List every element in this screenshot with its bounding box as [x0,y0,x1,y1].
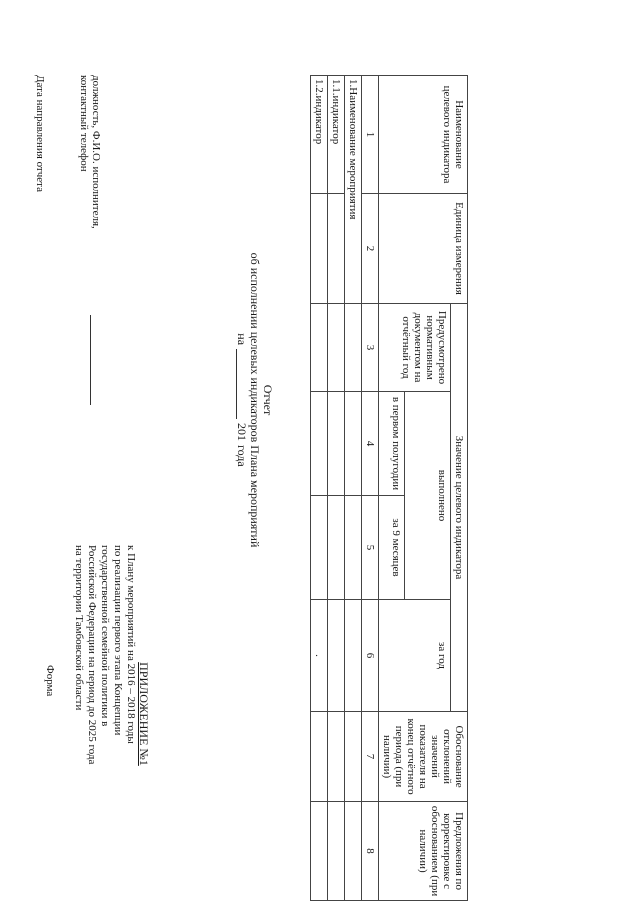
appendix-line: Российской Федерации на период до 2025 года [86,545,98,765]
section-row [345,76,362,901]
date-suffix: года [235,445,249,467]
header-nine-months: за 9 месяцев [379,496,406,600]
column-number: 1 [362,76,379,194]
appendix-line: к Плану мероприятий на 2016 – 2018 годы [125,545,137,744]
table-cell [311,712,328,802]
column-number: 6 [362,600,379,712]
header-planned: Предусмотрено нормативным документом на отчётный год [379,304,451,392]
report-title-block [235,230,274,570]
header-indicator-name: Наименование целевого индикатора [379,76,468,194]
row-label: 1.2.индикатор [311,76,328,194]
column-numbers-row [362,76,379,901]
column-number: 4 [362,392,379,496]
row-label: 1.1.индикатор [328,76,345,194]
header-proposals: Предложения по корректировке с обоснованием (при наличии) [379,802,468,901]
table-cell [345,392,362,496]
submission-date-label: Дата направления отчета [34,75,46,192]
appendix-header [43,545,150,883]
column-number: 7 [362,712,379,802]
table-row [328,76,345,901]
table-cell [311,802,328,901]
indicators-table [310,75,468,901]
signature-line2: контактный телефон [78,75,90,172]
table-cell [311,304,328,392]
column-number: 8 [362,802,379,901]
appendix-line: по реализации первого этапа Концепции [112,545,124,736]
table-cell [328,600,345,712]
column-number: 5 [362,496,379,600]
table-row [311,76,328,901]
column-number: 2 [362,194,379,304]
table-cell [345,600,362,712]
date-blank [236,349,248,419]
table-cell [328,194,345,304]
report-date-line [235,230,248,570]
table-cell [328,712,345,802]
table-cell [311,194,328,304]
section-label: 1.Наименование мероприятия [345,76,362,304]
signature-block [77,75,102,405]
table-cell [345,802,362,901]
table-cell [345,304,362,392]
appendix-line: на территории Тамбовской области [73,545,85,711]
appendix-title: ПРИЛОЖЕНИЕ №1 [137,662,151,766]
header-unit: Единица измерения [379,194,468,304]
header-justification: Обоснование отклонений значений показателя на конец отчётного периода (при наличии) [379,712,468,802]
header-target-value: Значение целевого индикатора [451,304,468,712]
table-cell [311,496,328,600]
table-cell [345,496,362,600]
report-title: Отчет [261,384,275,416]
signature-line1: должность, Ф.И.О. исполнителя, [90,75,102,229]
table-cell [328,496,345,600]
table-cell [345,712,362,802]
signature-underline [90,315,91,405]
date-prefix: на [235,333,249,346]
header-first-half: в первом полугодии [379,392,406,496]
table-cell [328,802,345,901]
header-year: за год [379,600,451,712]
table-cell: . [311,600,328,712]
appendix-line: государственной семейной политики в [99,545,111,727]
table-cell [328,392,345,496]
date-year: 201 [235,423,249,442]
header-done: выполнено [405,392,451,600]
form-label: Форма [44,665,56,697]
table-cell [328,304,345,392]
column-number: 3 [362,304,379,392]
table-cell [311,392,328,496]
report-subtitle: об исполнении целевых индикаторов Плана мероприятий [248,252,262,548]
